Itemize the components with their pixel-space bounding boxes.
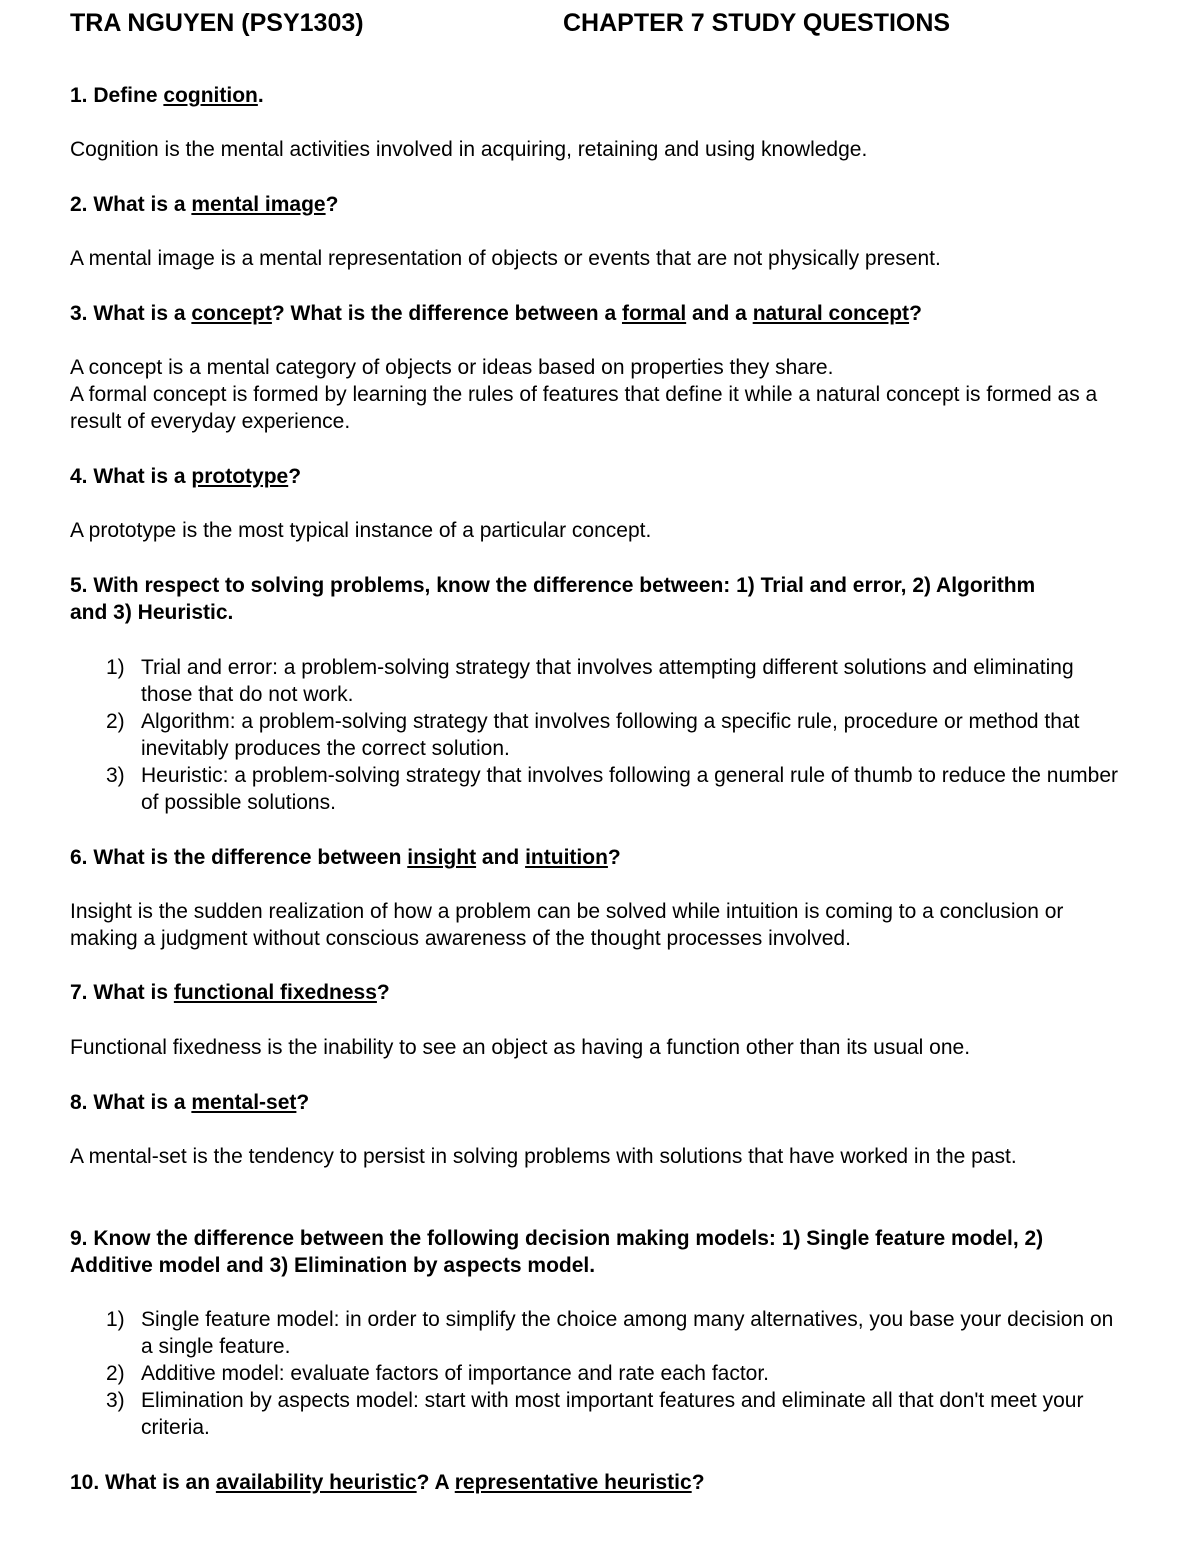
term-natural-concept: natural concept [752, 302, 910, 325]
list-item: 2) Additive model: evaluate factors of importance and rate each factor. [106, 1362, 770, 1385]
answer-1: Cognition is the mental activities involved in acquiring, retaining and using knowledge. [70, 138, 868, 161]
answer-3-line-2: A formal concept is formed by learning the rules of features that define it while a natural concept is formed as a result of everyday experience. [70, 383, 1098, 433]
answer-2: A mental image is a mental representation of objects or events that are not physically present. [70, 247, 941, 270]
question-7: 7. What is functional fixedness? [70, 981, 390, 1004]
list-item: 1) Trial and error: a problem-solving strategy that involves attempting different solutions and eliminating those that do not work. [106, 656, 1074, 706]
question-6: 6. What is the difference between insight and intuition? [70, 846, 621, 869]
term-insight: insight [407, 846, 477, 869]
term-formal: formal [621, 302, 687, 325]
question-10: 10. What is an availability heuristic? A representative heuristic? [70, 1471, 705, 1494]
chapter-title: CHAPTER 7 STUDY QUESTIONS [563, 9, 951, 37]
term-mental-set: mental-set [191, 1091, 297, 1114]
list-item: 2) Algorithm: a problem-solving strategy that involves following a specific rule, procedure or method that inevitably produces the correct solution. [106, 710, 1080, 760]
term-representative-heuristic: representative heuristic [454, 1471, 692, 1494]
answer-3-line-1: A concept is a mental category of objects or ideas based on properties they share. [70, 356, 834, 379]
question-9: 9. Know the difference between the following decision making models: 1) Single feature model, 2) Additive model and 3) Elimination by aspects model. [70, 1227, 1044, 1277]
term-functional-fixedness: functional fixedness [173, 981, 377, 1004]
term-prototype: prototype [191, 465, 289, 488]
list-item: 3) Elimination by aspects model: start with most important features and eliminate all that don't meet your criteria. [106, 1389, 1084, 1439]
term-cognition: cognition [163, 84, 258, 107]
list-item: 1) Single feature model: in order to simplify the choice among many alternatives, you base your decision on a single feature. [106, 1308, 1114, 1358]
term-intuition: intuition [525, 846, 608, 869]
document-header [70, 9, 1130, 41]
student-name: TRA NGUYEN (PSY1303) [70, 9, 364, 37]
answer-4: A prototype is the most typical instance of a particular concept. [70, 519, 652, 542]
answer-5-list [70, 654, 1130, 816]
question-4: 4. What is a prototype? [70, 465, 302, 488]
question-3: 3. What is a concept? What is the difference between a formal and a natural concept? [70, 302, 922, 325]
question-1: 1. Define cognition. [70, 84, 264, 107]
term-availability-heuristic: availability heuristic [215, 1471, 417, 1494]
question-5: 5. With respect to solving problems, know the difference between: 1) Trial and error, 2) Algorithm and 3) Heuristic. [70, 574, 1036, 624]
answer-6: Insight is the sudden realization of how a problem can be solved while intuition is coming to a conclusion or making a judgment without conscious awareness of the thought processes involved. [70, 900, 1064, 950]
term-mental-image: mental image [191, 193, 326, 216]
answer-9-list [70, 1306, 1130, 1441]
question-8: 8. What is a mental-set? [70, 1091, 310, 1114]
answer-3 [70, 354, 1120, 435]
answer-8: A mental-set is the tendency to persist in solving problems with solutions that have worked in the past. [70, 1145, 1017, 1168]
question-2: 2. What is a mental image? [70, 193, 339, 216]
term-concept: concept [191, 302, 272, 325]
list-item: 3) Heuristic: a problem-solving strategy that involves following a general rule of thumb to reduce the number of possible solutions. [106, 764, 1119, 814]
answer-7: Functional fixedness is the inability to see an object as having a function other than its usual one. [70, 1036, 971, 1059]
